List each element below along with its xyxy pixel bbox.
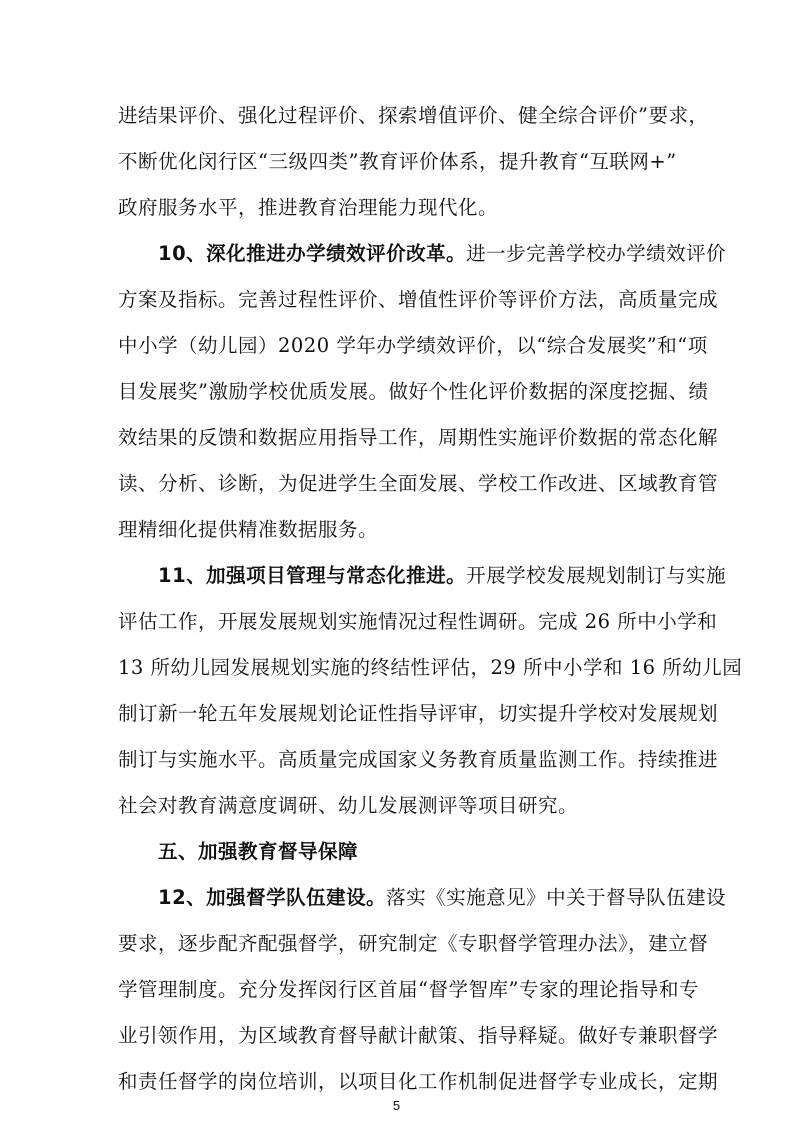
paragraph-line: 评估工作，开展发展规划实施情况过程性调研。完成 26 所中小学和 bbox=[118, 610, 718, 633]
paragraph-line: 读、分析、诊断，为促进学生全面发展、学校工作改进、区域教育管 bbox=[118, 472, 719, 495]
chapter-heading bbox=[158, 840, 358, 864]
paragraph-line: 效结果的反馈和数据应用指导工作，周期性实施评价数据的常态化解 bbox=[118, 426, 719, 449]
section-10-heading-line: 10、深化推进办学绩效评价改革。进一步完善学校办学绩效评价 bbox=[158, 242, 727, 265]
page-number: 5 bbox=[392, 1098, 401, 1113]
paragraph-line: 和责任督学的岗位培训，以项目化工作机制促进督学专业成长，定期 bbox=[118, 1070, 719, 1093]
paragraph-line: 制订与实施水平。高质量完成国家义务教育质量监测工作。持续推进 bbox=[118, 748, 719, 771]
paragraph-line: 方案及指标。完善过程性评价、增值性评价等评价方法，高质量完成 bbox=[118, 288, 719, 311]
paragraph-line: 要求，逐步配齐配强督学，研究制定《专职督学管理办法》，建立督 bbox=[118, 932, 709, 955]
paragraph-line: 13 所幼儿园发展规划实施的终结性评估，29 所中小学和 16 所幼儿园 bbox=[118, 656, 743, 679]
paragraph-line: 中小学（幼儿园）2020 学年办学绩效评价，以“综合发展奖”和“项 bbox=[118, 334, 708, 357]
section-12-title: 12、加强督学队伍建设。 bbox=[158, 886, 387, 909]
chapter-5-title: 五、加强教育督导保障 bbox=[158, 840, 359, 863]
paragraph-line: 政府服务水平，推进教育治理能力现代化。 bbox=[118, 196, 499, 219]
paragraph-line: 不断优化闵行区“三级四类”教育评价体系，提升教育“互联网+” bbox=[118, 150, 677, 173]
section-12-heading-line: 12、加强督学队伍建设。落实《实施意见》中关于督导队伍建设 bbox=[158, 886, 727, 909]
paragraph-line: 社会对教育满意度调研、幼儿发展测评等项目研究。 bbox=[118, 794, 579, 817]
paragraph-line: 目发展奖”激励学校优质发展。做好个性化评价数据的深度挖掘、绩 bbox=[118, 380, 709, 403]
section-10-title: 10、深化推进办学绩效评价改革。 bbox=[158, 242, 467, 265]
paragraph-line: 制订新一轮五年发展规划论证性指导评审，切实提升学校对发展规划 bbox=[118, 702, 719, 725]
paragraph-line: 学管理制度。充分发挥闵行区首届“督学智库”专家的理论指导和专 bbox=[118, 978, 699, 1001]
section-11-title: 11、加强项目管理与常态化推进。 bbox=[158, 564, 467, 587]
paragraph-line: 进结果评价、强化过程评价、探索增值评价、健全综合评价”要求， bbox=[118, 104, 709, 127]
paragraph-line: 业引领作用，为区域教育督导献计献策、指导释疑。做好专兼职督学 bbox=[118, 1024, 719, 1047]
paragraph-line: 理精细化提供精准数据服务。 bbox=[118, 518, 379, 541]
section-11-heading-line: 11、加强项目管理与常态化推进。开展学校发展规划制订与实施 bbox=[158, 564, 727, 587]
